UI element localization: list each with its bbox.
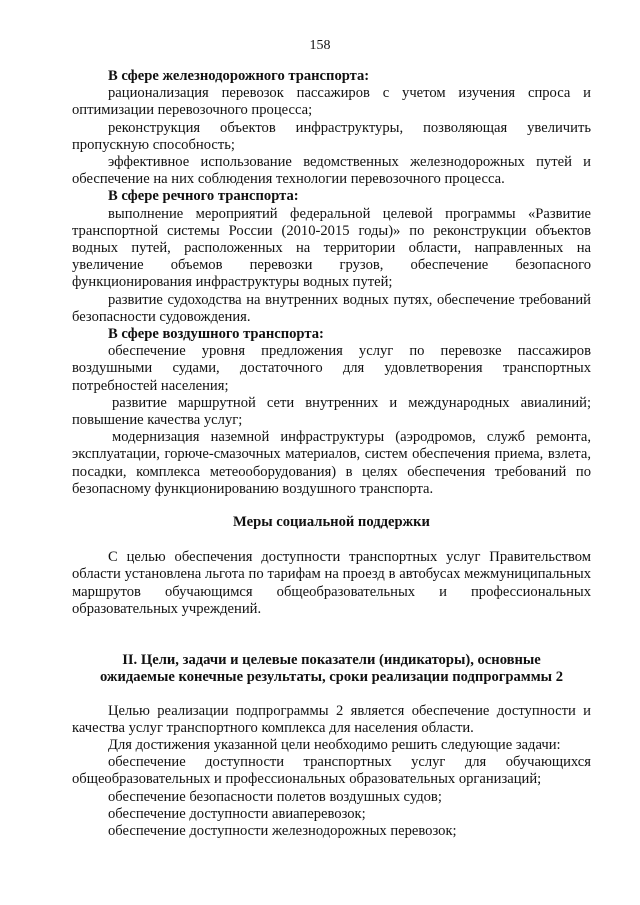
air-transport-heading: В сфере воздушного транспорта: bbox=[108, 326, 324, 343]
rail-transport-section bbox=[72, 68, 591, 188]
river-transport-heading: В сфере речного транспорта: bbox=[108, 188, 299, 205]
rail-item-2: реконструкция объектов инфраструктуры, позволяющая увеличить пропускную способность; bbox=[72, 119, 591, 153]
section-2-task-2: обеспечение безопасности полетов воздушных судов; bbox=[108, 788, 442, 805]
section-2-goal: Целью реализации подпрограммы 2 является обеспечение доступности и качества услуг транспортного комплекса для населения области. bbox=[72, 702, 591, 736]
rail-item-3: эффективное использование ведомственных железнодорожных путей и обеспечение на них соблюдения технологии перевозочного процесса. bbox=[72, 154, 591, 188]
social-support-title: Меры социальной поддержки bbox=[233, 514, 430, 531]
social-support-section bbox=[72, 514, 591, 618]
section-2-title-line-1: II. Цели, задачи и целевые показатели (индикаторы), основные bbox=[122, 652, 541, 669]
page-body bbox=[72, 68, 591, 840]
air-item-2: развитие маршрутной сети внутренних и международных авиалиний; повышение качества услуг; bbox=[72, 394, 591, 429]
section-2-title-line-2: ожидаемые конечные результаты, сроки реализации подпрограммы 2 bbox=[99, 669, 564, 686]
air-item-1: обеспечение уровня предложения услуг по перевозке пассажиров воздушными судами, достаточного для удовлетворения транспортных потребностей населения; bbox=[72, 343, 591, 394]
river-item-1: выполнение мероприятий федеральной целевой программы «Развитие транспортной системы России (2010-2015 годы)» по реконструкции объектов водных путей, расположенных на территории области, направленных на увеличение объемов перевозки грузов, обеспечение безопасного функционирования инфраструктуры водных путей; bbox=[72, 205, 591, 291]
section-2 bbox=[72, 652, 591, 840]
section-2-tasks-intro: Для достижения указанной цели необходимо решить следующие задачи: bbox=[108, 736, 561, 753]
air-transport-section bbox=[72, 326, 591, 498]
air-item-3: модернизация наземной инфраструктуры (аэродромов, служб ремонта, эксплуатации, горюче-смазочных материалов, систем обеспечения приема, взлета, посадки, комплекса метеооборудования) в целях обеспечения требований по безопасному функционированию воздушного транспорта. bbox=[72, 429, 591, 497]
section-2-task-3: обеспечение доступности авиаперевозок; bbox=[108, 805, 366, 822]
section-2-task-4: обеспечение доступности железнодорожных перевозок; bbox=[108, 822, 457, 839]
rail-item-1: рационализация перевозок пассажиров с учетом изучения спроса и оптимизации перевозочного процесса; bbox=[72, 85, 591, 119]
page-number: 158 bbox=[309, 38, 331, 53]
river-transport-section bbox=[72, 188, 591, 326]
section-2-task-1: обеспечение доступности транспортных услуг для обучающихся общеобразовательных и профессиональных образовательных организаций; bbox=[72, 754, 591, 788]
river-item-2: развитие судоходства на внутренних водных путях, обеспечение требований безопасности судовождения. bbox=[72, 291, 591, 325]
social-support-text: С целью обеспечения доступности транспортных услуг Правительством области установлена льгота по тарифам на проезд в автобусах межмуниципальных маршрутов обучающимся общеобразовательных и профессиональных образовательных учреждений. bbox=[72, 549, 591, 617]
rail-transport-heading: В сфере железнодорожного транспорта: bbox=[108, 68, 370, 84]
